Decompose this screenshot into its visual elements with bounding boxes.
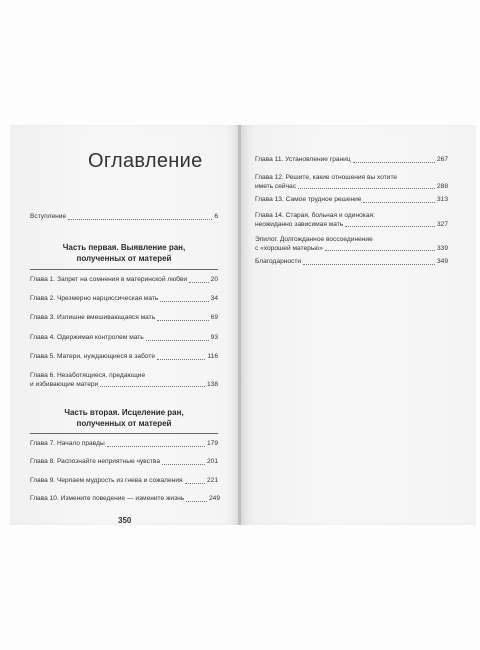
toc-entry-page: 69 [210,314,218,321]
toc-entry-chapter-10 [30,495,220,504]
toc-entry-page: 349 [436,258,448,265]
toc-entry-title: Глава 2. Чрезмерно нарциссическая мать [30,295,159,302]
toc-entry-chapter-9 [30,477,218,486]
toc-entry-chapter-4 [30,334,218,343]
toc-entry-chapter-7 [30,440,218,449]
leader-dots [325,250,435,251]
toc-entry-chapter-14 [255,212,448,229]
toc-entry-title: Глава 5. Матери, нуждающиеся в заботе [30,353,155,360]
toc-entry-title: Благодарности [255,258,302,265]
leader-dots [345,226,435,227]
leader-dots [68,219,212,220]
leader-dots [363,202,435,203]
toc-entry-page: 138 [206,380,218,388]
toc-entry-page: 93 [210,334,218,341]
toc-entry-page: 221 [206,477,218,484]
toc-entry-title-line1: Глава 12. Решите, какие отношения вы хотите [255,174,398,181]
leader-dots [107,446,205,447]
toc-entry-chapter-3 [30,314,218,323]
toc-entry-epilogue [255,236,448,253]
toc-entry-chapter-11 [255,156,448,165]
book-gutter [238,125,241,525]
toc-entry-page: 339 [436,244,448,252]
leader-dots [303,264,435,265]
toc-entry-page: 249 [208,495,220,502]
toc-entry-title: Глава 8. Распознайте неприятные чувства [30,458,161,465]
toc-entry-title: Глава 13. Самое трудное решение [255,196,362,203]
toc-entry-chapter-6 [30,372,218,389]
toc-entry-title: Вступление [30,213,67,220]
toc-entry-title: Глава 7. Начало правды [30,440,105,447]
section-rule [30,269,218,270]
part1-heading-line2: полученных от матерей [76,254,172,263]
leader-dots [189,282,209,283]
toc-entry-chapter-1 [30,276,218,285]
part1-heading [24,242,224,264]
toc-entry-page: 201 [206,458,218,465]
section-rule [30,433,218,434]
leader-dots [146,340,209,341]
toc-entry-title: Глава 11. Установление границ [255,156,351,163]
leader-dots [157,320,209,321]
toc-entry-chapter-5 [30,353,218,362]
leader-dots [298,188,435,189]
part1-heading-line1: Часть первая. Выявление ран, [62,243,186,252]
toc-entry-title-line2: иметь сейчас [255,182,296,190]
toc-entry-title-line2: и избивающие матери [30,380,99,388]
toc-entry-chapter-13 [255,196,448,205]
leader-dots [160,301,208,302]
toc-entry-title-line2: с «хорошей матерью» [255,244,323,252]
toc-entry-thanks [255,258,448,267]
toc-entry-page: 327 [436,220,448,228]
leader-dots [157,359,206,360]
leader-dots [186,501,207,502]
toc-entry-title-line1: Глава 6. Незаботящиеся, предающие [30,372,146,379]
leader-dots [162,464,205,465]
toc-entry-title-line1: Эпилог. Долгожданное воссоединение [255,236,373,243]
toc-entry-intro [30,213,218,222]
toc-entry-page: 6 [214,213,218,220]
toc-entry-title: Глава 10. Измените поведение — измените жизнь [30,495,185,502]
part2-heading-line1: Часть вторая. Исцеление ран, [64,408,184,417]
part2-heading [24,407,224,429]
toc-entry-page: 267 [436,156,448,163]
leader-dots [353,162,435,163]
toc-entry-page: 179 [206,440,218,447]
toc-title: Оглавление [88,150,203,172]
toc-entry-page: 116 [207,353,218,360]
leader-dots [100,386,205,387]
toc-entry-chapter-2 [30,295,218,304]
leader-dots [185,483,205,484]
toc-entry-page: 20 [210,276,218,283]
part2-heading-line2: полученных от матерей [76,419,172,428]
toc-entry-page: 34 [210,295,218,302]
toc-entry-title: Глава 3. Излишне вмешивающаяся мать [30,314,156,321]
toc-entry-page: 288 [436,182,448,190]
toc-entry-chapter-12 [255,174,448,191]
left-page-number: 350 [118,516,132,525]
toc-entry-page: 313 [436,196,448,203]
toc-entry-title: Глава 9. Черпаем мудрость из гнева и сожаления [30,477,183,484]
toc-entry-title: Глава 1. Запрет на сомнения в материнской любви [30,276,188,283]
toc-entry-title-line2: неожиданно зависимая мать [255,220,344,228]
toc-entry-title: Глава 4. Одержимая контролем мать [30,334,144,341]
toc-entry-title-line1: Глава 14. Старая, больная и одинокая: [255,212,375,219]
toc-entry-chapter-8 [30,458,218,467]
